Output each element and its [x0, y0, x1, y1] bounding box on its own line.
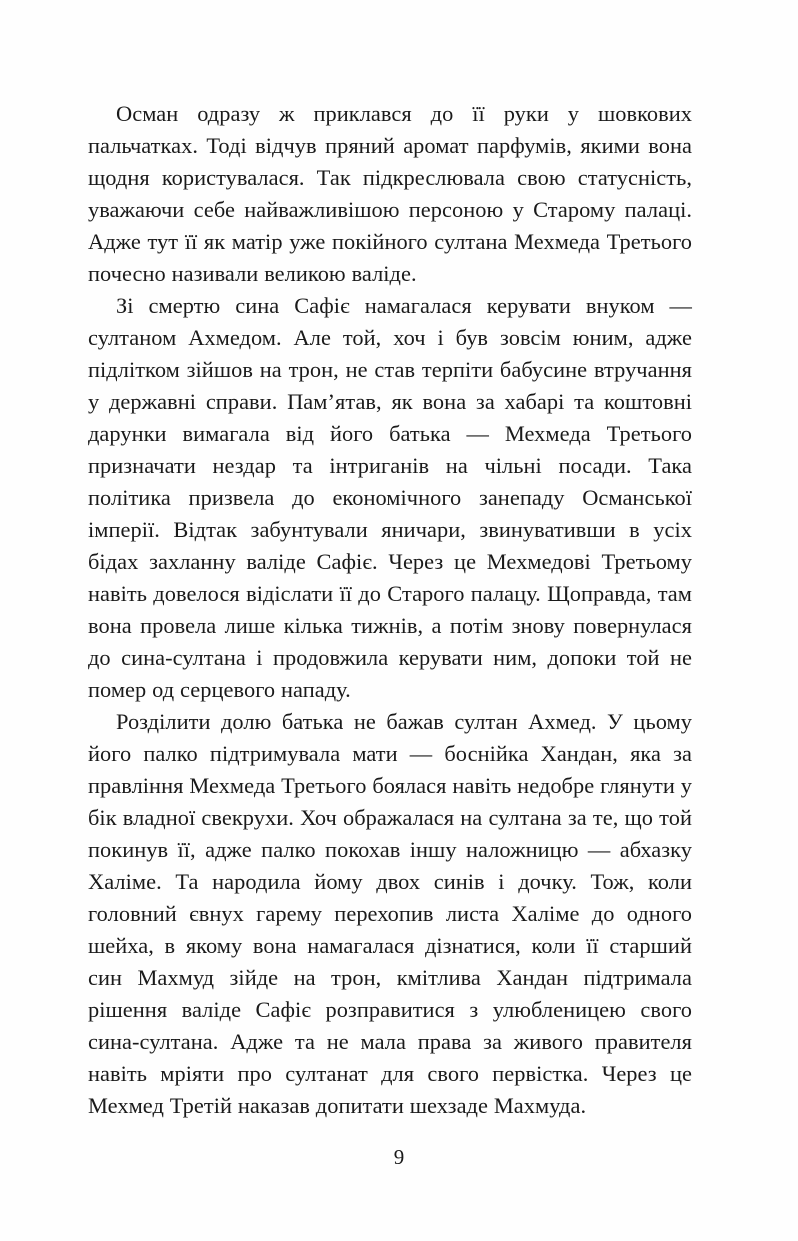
body-paragraph: Зі смертю сина Сафіє намагалася керувати внуком — султаном Ахмедом. Але той, хоч і був зовсім юним, адже підлітком зійшов на трон, не став терпіти бабусине втручання у державні справи. Пам’ятав, як вона за хабарі та коштовні дарунки вимагала від його батька — Мехмеда Третього призначати нездар та інтриганів на чільні посади. Така політика призвела до економічного занепаду Османської імперії. Відтак забунтували яничари, звинувативши в усіх бідах захланну валіде Сафіє. Через це Мехмедові Третьому навіть довелося відіслати її до Старого палацу. Щоправда, там вона провела лише кілька тижнів, а потім знову повернулася до сина-султана і продовжила керувати ним, допоки той не помер од серцевого нападу.	[88, 293, 692, 702]
body-paragraph: Осман одразу ж приклався до її руки у шовкових пальчатках. Тоді відчув пряний аромат парфумів, якими вона щодня користувалася. Так підкреслювала свою статусність, уважаючи себе найважливішою персоною у Старому палаці. Адже тут її як матір уже покійного султана Мехмеда Третього почесно називали великою валіде.	[88, 101, 692, 286]
page-text-block	[88, 98, 692, 1122]
page-number: 9	[393, 1145, 405, 1169]
body-paragraph: Розділити долю батька не бажав султан Ахмед. У цьому його палко підтримувала мати — боснійка Хандан, яка за правління Мехмеда Третього боялася навіть недобре глянути у бік владної свекрухи. Хоч ображалася на султана за те, що той покинув її, адже палко покохав іншу наложницю — абхазку Халіме. Та народила йому двох синів і дочку. Тож, коли головний євнух гарему перехопив листа Халіме до одного шейха, в якому вона намагалася дізнатися, коли її старший син Махмуд зійде на трон, кмітлива Хандан підтримала рішення валіде Сафіє розправитися з улюбленицею свого сина-султана. Адже та не мала права за живого правителя навіть мріяти про султанат для свого первістка. Через це Мехмед Третій наказав допитати шехзаде Махмуда.	[88, 709, 692, 1118]
